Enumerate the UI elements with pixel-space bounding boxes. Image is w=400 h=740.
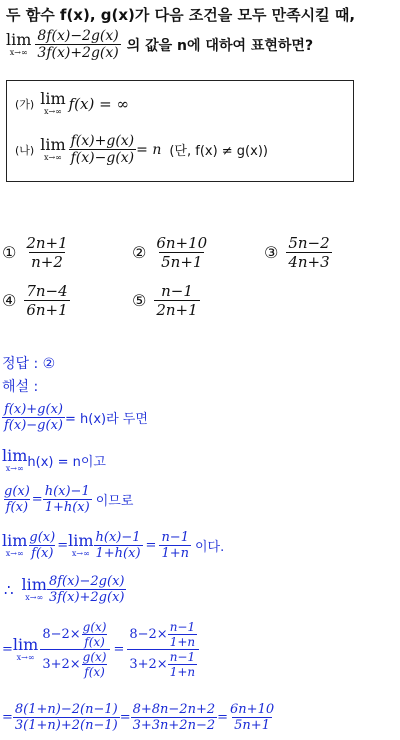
option-3[interactable]: ③ $\frac{5n-2}{4n+3}$ [264, 234, 330, 271]
solution-step-4: lim x→∞ $\frac{g(x)}{f(x)}$ = lim x→∞ $\frac{h(x)-1}{1+h(x)}$ = $\frac{n-1}{1+n}$ 이다. [2, 530, 225, 561]
explanation-label: 해설 : [2, 379, 39, 395]
solution-step-5: ∴ lim x→∞ $\frac{8f(x)-2g(x)}{3f(x)+2g(x)}$ [4, 574, 125, 605]
question-line1: 두 함수 f(x), g(x)가 다음 조건을 모두 만족시킬 때, [6, 6, 356, 24]
condition-na: (나) lim x→∞ $\frac{f(x)+g(x)}{f(x)-g(x)}$ = n (단, f(x) ≠ g(x)) [15, 133, 268, 166]
solution-step-6: = lim x→∞ 8−2× $\frac{g(x)}{f(x)}$ 3+2× $\frac{g(x)}{f(x)}$ = 8−2× $\frac{n-1}{1+n}$ 3+2× $\frac{n-1}{1+n}$ [2, 620, 199, 679]
solution-step-2: lim x→∞ h(x) = n이고 [2, 446, 106, 473]
question-expression [6, 28, 313, 61]
conditions-box [6, 80, 354, 182]
solution-step-1: $\frac{f(x)+g(x)}{f(x)-g(x)}$ = h(x)라 두면 [4, 402, 148, 433]
option-1[interactable]: ① $\frac{2n+1}{n+2}$ [2, 234, 68, 271]
option-5[interactable]: ⑤ $\frac{n-1}{2n+1}$ [132, 282, 198, 319]
option-2[interactable]: ② $\frac{6n+10}{5n+1}$ [132, 234, 208, 271]
option-4[interactable]: ④ $\frac{7n-4}{6n+1}$ [2, 282, 68, 319]
condition-ga: (가) lim x→∞ f(x) = ∞ [15, 89, 129, 116]
question-tail: 의 값을 n에 대하여 표현하면? [126, 37, 314, 54]
limit-symbol: lim x→∞ [6, 30, 32, 57]
answer-label: 정답 : ② [2, 356, 56, 372]
solution-step-7: = $\frac{8(1+n)-2(n-1)}{3(1+n)+2(n-1)}$ = $\frac{8+8n-2n+2}{3+3n+2n-2}$ = $\frac{6n+10}{5n+1}$ [2, 702, 275, 733]
solution-step-3: $\frac{g(x)}{f(x)}$ = $\frac{h(x)-1}{1+h(x)}$ 이므로 [4, 484, 134, 515]
question-fraction: $\frac{8f(x)-2g(x)}{3f(x)+2g(x)}$ [37, 28, 119, 61]
